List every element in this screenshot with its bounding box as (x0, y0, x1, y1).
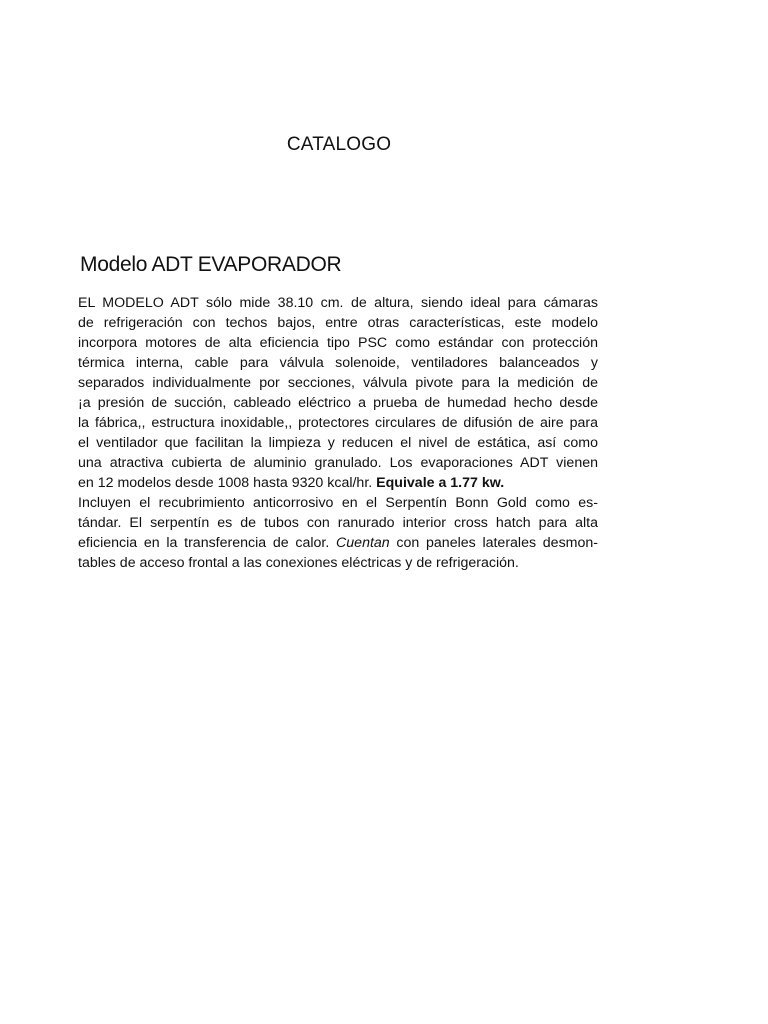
paragraph-line: tándar. El serpentín es de tubos con ranurado interior cross hatch para alta (78, 515, 598, 531)
paragraph-line: de refrigeración con techos bajos, entre otras características, este modelo (78, 315, 598, 331)
paragraph-line: una atractiva cubierta de aluminio granulado. Los evaporaciones ADT vienen (78, 455, 598, 471)
paragraph-line (78, 533, 598, 553)
paragraph-line: EL MODELO ADT sólo mide 38.10 cm. de altura, siendo ideal para cámaras (78, 295, 598, 311)
paragraph-line-text: con paneles laterales desmon- (396, 535, 598, 551)
paragraph-line: el ventilador que facilitan la limpieza y reducen el nivel de estática, así como (78, 435, 598, 451)
paragraph-line: separados individualmente por secciones, válvula pivote para la medición de (78, 375, 598, 391)
paragraph-line: térmica interna, cable para válvula solenoide, ventiladores balanceados y (78, 355, 598, 371)
paragraph-line: tables de acceso frontal a las conexiones eléctricas y de refrigeración. (78, 555, 519, 571)
paragraph-line-text: en 12 modelos desde 1008 hasta 9320 kcal/hr. (78, 475, 373, 491)
page-title: CATALOGO (286, 134, 392, 155)
paragraph-line: Incluyen el recubrimiento anticorrosivo en el Serpentín Bonn Gold como es- (78, 495, 598, 511)
paragraph-line-text: eficiencia en la transferencia de calor. (78, 535, 330, 551)
section-heading: Modelo ADT EVAPORADOR (80, 253, 342, 276)
paragraph-line: incorpora motores de alta eficiencia tipo PSC como estándar con protección (78, 335, 598, 351)
paragraph-line (78, 473, 598, 493)
equivalence-note: Equivale a 1.77 kw. (376, 475, 505, 491)
body-paragraph (78, 293, 598, 573)
paragraph-line: ¡a presión de succión, cableado eléctrico a prueba de humedad hecho desde (78, 395, 598, 411)
paragraph-line: la fábrica,, estructura inoxidable,, protectores circulares de difusión de aire para (78, 415, 598, 431)
emphasis-text: Cuentan (336, 535, 390, 551)
